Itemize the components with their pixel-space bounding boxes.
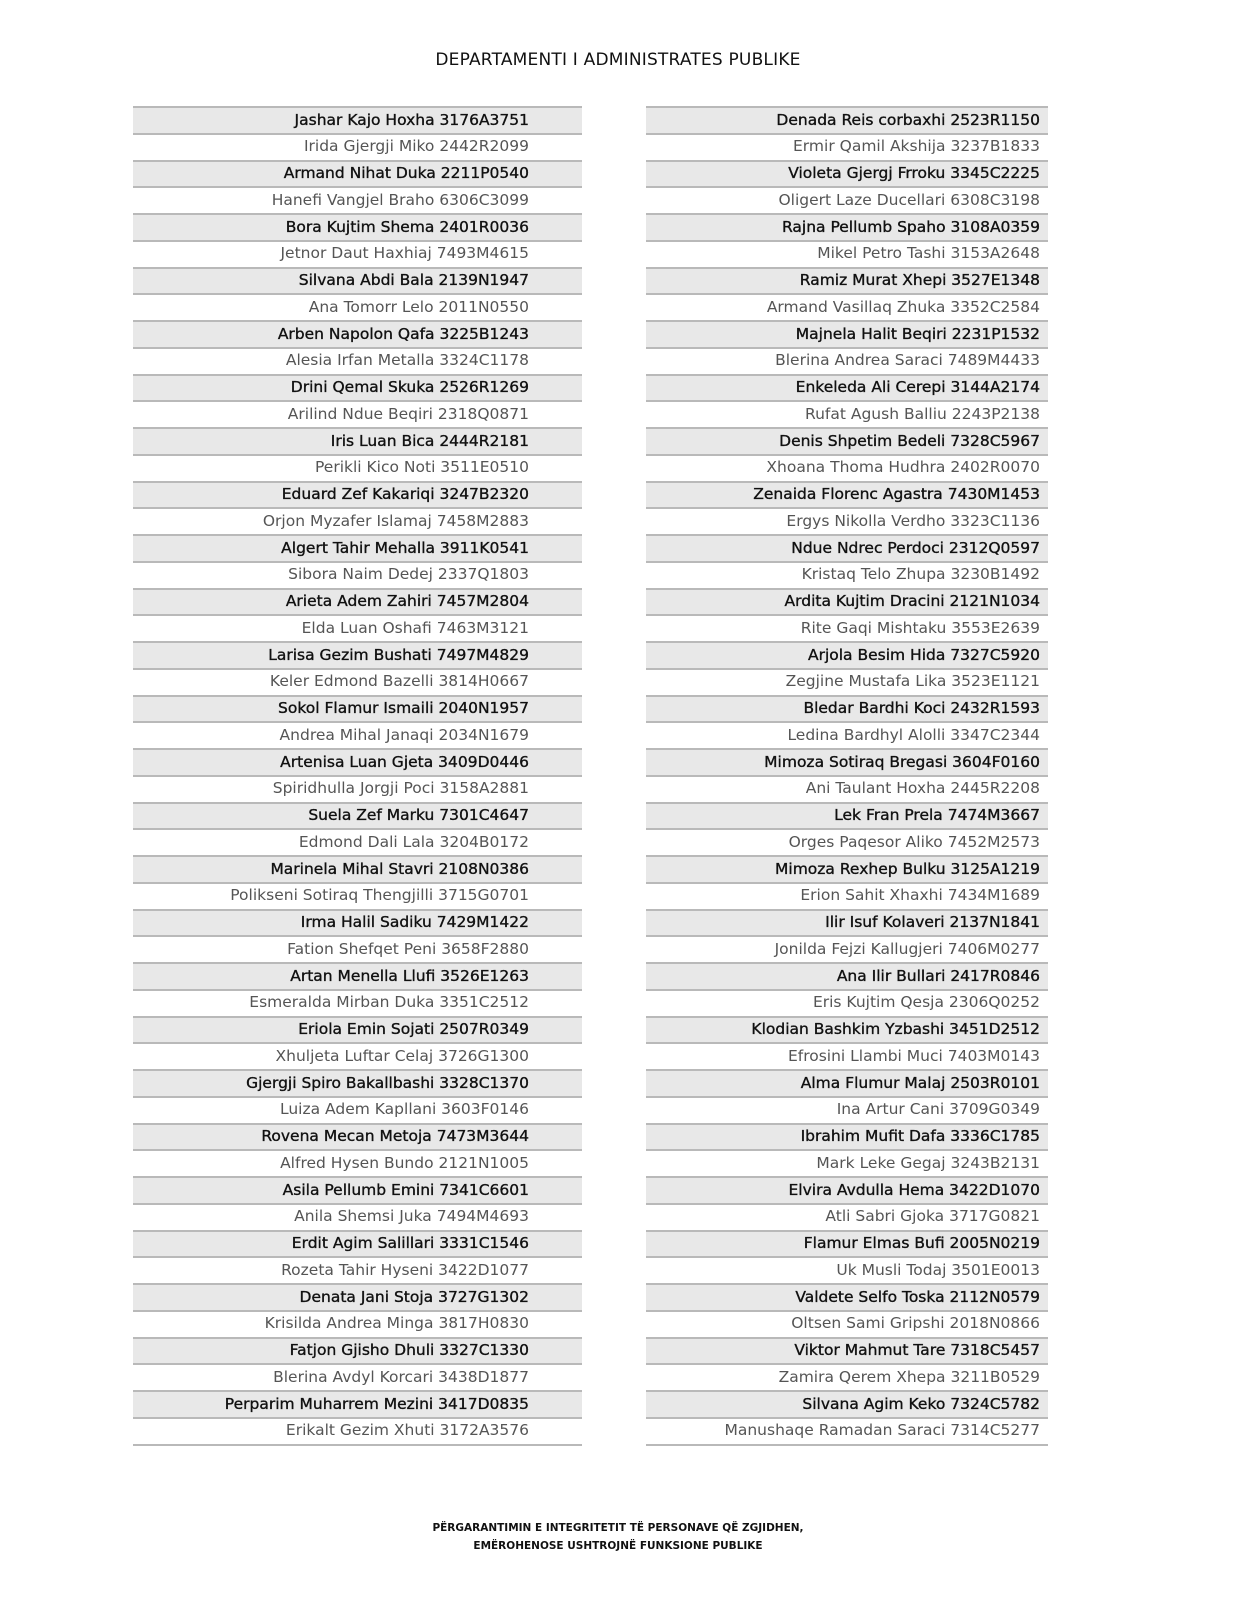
right-list-item [646,1310,1048,1337]
right-list-item-text: Zamira Qerem Xhepa 3211B0529 [778,1367,1040,1386]
left-list-item-text: Sibora Naim Dedej 2337Q1803 [288,565,529,584]
left-list-item-text: Sokol Flamur Ismaili 2040N1957 [278,699,529,718]
right-list-item [646,1069,1048,1096]
right-list-item-text: Ergys Nikolla Verdho 3323C1136 [786,511,1040,530]
right-list-item-text: Ilir Isuf Kolaveri 2137N1841 [825,913,1040,932]
left-list-item-text: Larisa Gezim Bushati 7497M4829 [268,645,529,664]
right-list-item-text: Mimoza Sotiraq Bregasi 3604F0160 [764,752,1040,771]
left-list-item-text: Irma Halil Sadiku 7429M1422 [300,913,529,932]
left-list-item [133,1230,582,1257]
left-list-item [133,828,582,855]
right-list-item [646,748,1048,775]
left-list-item [133,1203,582,1230]
right-list-item-text: Mikel Petro Tashi 3153A2648 [817,244,1040,263]
left-list-item [133,507,582,534]
left-list-item [133,1310,582,1337]
left-list-item [133,1123,582,1150]
right-list-item [646,721,1048,748]
right-list-item-text: Ramiz Murat Xhepi 3527E1348 [799,271,1040,290]
left-list-item-text: Anila Shemsi Juka 7494M4693 [294,1207,529,1226]
right-list-item [646,213,1048,240]
right-list-item-text: Denada Reis corbaxhi 2523R1150 [776,110,1040,129]
left-list-item [133,106,582,133]
right-list-item [646,828,1048,855]
right-list-item [646,1042,1048,1069]
right-list-item-text: Rajna Pellumb Spaho 3108A0359 [781,217,1040,236]
left-list-item [133,721,582,748]
right-list-item-text: Elvira Avdulla Hema 3422D1070 [788,1180,1040,1199]
right-list-item-text: Rufat Agush Balliu 2243P2138 [805,404,1040,423]
right-list-item-text: Rite Gaqi Mishtaku 3553E2639 [800,618,1040,637]
left-list-item-text: Elda Luan Oshafi 7463M3121 [301,618,529,637]
right-list-item-text: Zegjine Mustafa Lika 3523E1121 [785,672,1040,691]
right-list-item [646,1230,1048,1257]
left-list-item [133,989,582,1016]
right-list-item-text: Armand Vasillaq Zhuka 3352C2584 [766,297,1040,316]
right-list-item-text: Ermir Qamil Akshija 3237B1833 [793,137,1040,156]
right-list-item [646,775,1048,802]
left-list-item [133,802,582,829]
left-list-item-text: Marinela Mihal Stavri 2108N0386 [270,859,529,878]
right-list-item-text: Flamur Elmas Bufi 2005N0219 [803,1234,1040,1253]
left-list-item [133,267,582,294]
right-list-item [646,534,1048,561]
left-list-item-text: Erikalt Gezim Xhuti 3172A3576 [285,1421,529,1440]
right-list-item [646,1390,1048,1417]
right-list-item-text: Oligert Laze Ducellari 6308C3198 [778,190,1040,209]
right-list-item [646,1176,1048,1203]
left-list-item [133,962,582,989]
right-list-item-text: Xhoana Thoma Hudhra 2402R0070 [766,458,1040,477]
left-name-list [133,106,582,1446]
left-list-item-text: Arieta Adem Zahiri 7457M2804 [285,592,529,611]
left-list-item [133,1363,582,1390]
right-list-item [646,1123,1048,1150]
left-list-item [133,588,582,615]
right-list-item [646,989,1048,1016]
right-list-item-text: Jonilda Fejzi Kallugjeri 7406M0277 [774,939,1040,958]
left-list-item-text: Bora Kujtim Shema 2401R0036 [285,217,529,236]
left-list-item-text: Luiza Adem Kapllani 3603F0146 [280,1100,529,1119]
right-list-item-text: Efrosini Llambi Muci 7403M0143 [787,1046,1040,1065]
right-list-item-text: Ana Ilir Bullari 2417R0846 [836,966,1040,985]
right-list-item [646,1149,1048,1176]
left-list-item-text: Esmeralda Mirban Duka 3351C2512 [249,993,529,1012]
right-list-item-text: Violeta Gjergj Frroku 3345C2225 [788,164,1040,183]
right-list-item [646,855,1048,882]
right-list-item-text: Ina Artur Cani 3709G0349 [836,1100,1040,1119]
left-list-item-text: Drini Qemal Skuka 2526R1269 [290,378,529,397]
left-list-item [133,1337,582,1364]
left-list-item [133,695,582,722]
right-list-item-text: Kristaq Telo Zhupa 3230B1492 [801,565,1040,584]
footer-line-2: EMËROHENOSE USHTROJNË FUNKSIONE PUBLIKE [473,1540,763,1552]
right-list-item-text: Mimoza Rexhep Bulku 3125A1219 [775,859,1040,878]
left-list-item-text: Denata Jani Stoja 3727G1302 [299,1287,529,1306]
left-list-item-text: Rovena Mecan Metoja 7473M3644 [261,1127,529,1146]
left-list-item [133,1042,582,1069]
left-list-item-text: Iris Luan Bica 2444R2181 [330,431,529,450]
right-list-item-text: Ardita Kujtim Dracini 2121N1034 [784,592,1040,611]
right-list-item [646,935,1048,962]
right-list-item-text: Valdete Selfo Toska 2112N0579 [795,1287,1040,1306]
left-list-item-text: Perikli Kico Noti 3511E0510 [314,458,529,477]
right-list-item [646,561,1048,588]
right-list-item [646,1417,1048,1444]
right-list-item [646,427,1048,454]
left-list-item [133,668,582,695]
left-list-item-text: Jashar Kajo Hoxha 3176A3751 [294,110,529,129]
right-list-item-text: Enkeleda Ali Cerepi 3144A2174 [795,378,1040,397]
left-list-item [133,186,582,213]
left-list-item [133,133,582,160]
left-list-item-text: Algert Tahir Mehalla 3911K0541 [281,538,529,557]
right-list-item-text: Zenaida Florenc Agastra 7430M1453 [753,485,1040,504]
footer-line-1: PËRGARANTIMIN E INTEGRITETIT TË PERSONAVE QË ZGJIDHEN, [432,1522,804,1534]
right-list-item [646,1337,1048,1364]
left-list-item-text: Suela Zef Marku 7301C4647 [308,806,529,825]
right-name-list [646,106,1048,1446]
left-list-item-text: Polikseni Sotiraq Thengjilli 3715G0701 [230,886,529,905]
left-list-item-text: Ana Tomorr Lelo 2011N0550 [308,297,529,316]
right-list-item-text: Denis Shpetim Bedeli 7328C5967 [779,431,1040,450]
left-list-item [133,1417,582,1444]
left-list-item [133,1069,582,1096]
left-list-item [133,641,582,668]
right-list-item [646,1203,1048,1230]
left-list-item-text: Edmond Dali Lala 3204B0172 [298,832,529,851]
right-list-item [646,909,1048,936]
right-list-item-text: Mark Leke Gegaj 3243B2131 [816,1153,1040,1172]
right-list-item [646,882,1048,909]
right-list-item [646,454,1048,481]
right-list-item [646,240,1048,267]
left-list-item [133,561,582,588]
right-list-item [646,347,1048,374]
right-list-item [646,160,1048,187]
left-list-item-text: Keler Edmond Bazelli 3814H0667 [269,672,529,691]
left-list-item [133,1149,582,1176]
left-list-item-text: Irida Gjergji Miko 2442R2099 [303,137,529,156]
right-list-item-text: Orges Paqesor Aliko 7452M2573 [788,832,1040,851]
left-list-item-text: Fatjon Gjisho Dhuli 3327C1330 [289,1341,529,1360]
left-list-item [133,909,582,936]
right-list-item-text: Lek Fran Prela 7474M3667 [834,806,1040,825]
left-list-item [133,534,582,561]
footer [0,1519,1236,1555]
left-list-item [133,614,582,641]
left-list-item [133,1096,582,1123]
left-list-item-text: Artenisa Luan Gjeta 3409D0446 [280,752,529,771]
right-list-item-text: Alma Flumur Malaj 2503R0101 [800,1073,1040,1092]
left-list-item [133,1256,582,1283]
left-list-item [133,1016,582,1043]
left-list-item-text: Hanefi Vangjel Braho 6306C3099 [271,190,529,209]
left-list-item [133,374,582,401]
left-list-item [133,1283,582,1310]
right-list-item [646,1363,1048,1390]
right-list-item [646,962,1048,989]
right-list-item-text: Ibrahim Mufit Dafa 3336C1785 [800,1127,1040,1146]
left-list-item-text: Perparim Muharrem Mezini 3417D0835 [224,1394,529,1413]
left-list-item-text: Armand Nihat Duka 2211P0540 [283,164,529,183]
right-list-item-text: Silvana Agim Keko 7324C5782 [802,1394,1040,1413]
left-list-item [133,293,582,320]
right-list-item-text: Manushaqe Ramadan Saraci 7314C5277 [724,1421,1040,1440]
right-list-item [646,1283,1048,1310]
right-list-item-text: Atli Sabri Gjoka 3717G0821 [825,1207,1040,1226]
right-list-item-text: Ndue Ndrec Perdoci 2312Q0597 [791,538,1040,557]
right-list-item-text: Blerina Andrea Saraci 7489M4433 [775,351,1040,370]
left-list-item-text: Alesia Irfan Metalla 3324C1178 [285,351,529,370]
right-list-item [646,695,1048,722]
left-list-item-text: Xhuljeta Luftar Celaj 3726G1300 [275,1046,529,1065]
left-list-item-text: Erdit Agim Salillari 3331C1546 [291,1234,529,1253]
left-list-bottom-rule [133,1444,582,1446]
left-list-item [133,481,582,508]
left-list-item-text: Andrea Mihal Janaqi 2034N1679 [279,725,529,744]
right-list-item-text: Oltsen Sami Gripshi 2018N0866 [791,1314,1040,1333]
right-list-item [646,186,1048,213]
right-list-item-text: Bledar Bardhi Koci 2432R1593 [803,699,1040,718]
left-list-item [133,160,582,187]
left-list-item [133,240,582,267]
right-list-item-text: Ani Taulant Hoxha 2445R2208 [805,779,1040,798]
right-list-item-text: Ledina Bardhyl Alolli 3347C2344 [787,725,1040,744]
right-list-item [646,507,1048,534]
left-list-item [133,427,582,454]
right-list-item-text: Viktor Mahmut Tare 7318C5457 [794,1341,1040,1360]
left-list-item [133,882,582,909]
right-list-item-text: Klodian Bashkim Yzbashi 3451D2512 [751,1020,1040,1039]
right-list-item-text: Erion Sahit Xhaxhi 7434M1689 [800,886,1040,905]
left-list-item [133,320,582,347]
right-list-item [646,374,1048,401]
right-list-item [646,1256,1048,1283]
left-list-item [133,1176,582,1203]
left-list-item-text: Eriola Emin Sojati 2507R0349 [298,1020,529,1039]
right-list-item [646,293,1048,320]
right-list-item [646,614,1048,641]
right-list-item-text: Arjola Besim Hida 7327C5920 [807,645,1040,664]
left-list-item [133,400,582,427]
right-list-item [646,267,1048,294]
right-list-bottom-rule [646,1444,1048,1446]
right-list-item-text: Majnela Halit Beqiri 2231P1532 [795,324,1040,343]
left-list-item-text: Gjergji Spiro Bakallbashi 3328C1370 [246,1073,529,1092]
left-list-item-text: Blerina Avdyl Korcari 3438D1877 [273,1367,529,1386]
left-list-item-text: Alfred Hysen Bundo 2121N1005 [280,1153,529,1172]
left-list-item [133,213,582,240]
right-list-item [646,802,1048,829]
right-list-item-text: Eris Kujtim Qesja 2306Q0252 [812,993,1040,1012]
left-list-item-text: Krisilda Andrea Minga 3817H0830 [264,1314,529,1333]
right-list-item [646,481,1048,508]
right-list-item [646,133,1048,160]
left-list-item-text: Spiridhulla Jorgji Poci 3158A2881 [272,779,529,798]
left-list-item-text: Jetnor Daut Haxhiaj 7493M4615 [280,244,529,263]
right-list-item [646,668,1048,695]
left-list-item-text: Artan Menella Llufi 3526E1263 [290,966,529,985]
right-list-item [646,1096,1048,1123]
page-title: DEPARTAMENTI I ADMINISTRATES PUBLIKE [435,50,801,70]
left-list-item [133,935,582,962]
left-list-item [133,1390,582,1417]
right-list-item [646,588,1048,615]
right-list-item-text: Uk Musli Todaj 3501E0013 [836,1260,1040,1279]
left-list-item [133,855,582,882]
left-list-item-text: Silvana Abdi Bala 2139N1947 [298,271,529,290]
left-list-item [133,748,582,775]
left-list-item-text: Rozeta Tahir Hyseni 3422D1077 [281,1260,529,1279]
left-list-item-text: Fation Shefqet Peni 3658F2880 [287,939,529,958]
left-list-item-text: Eduard Zef Kakariqi 3247B2320 [281,485,529,504]
left-list-item [133,347,582,374]
right-list-item [646,320,1048,347]
left-list-item-text: Asila Pellumb Emini 7341C6601 [282,1180,529,1199]
left-list-item [133,775,582,802]
right-list-item [646,106,1048,133]
left-list-item-text: Arilind Ndue Beqiri 2318Q0871 [287,404,529,423]
right-list-item [646,400,1048,427]
right-list-item [646,641,1048,668]
right-list-item [646,1016,1048,1043]
left-list-item [133,454,582,481]
left-list-item-text: Arben Napolon Qafa 3225B1243 [277,324,529,343]
left-list-item-text: Orjon Myzafer Islamaj 7458M2883 [262,511,529,530]
